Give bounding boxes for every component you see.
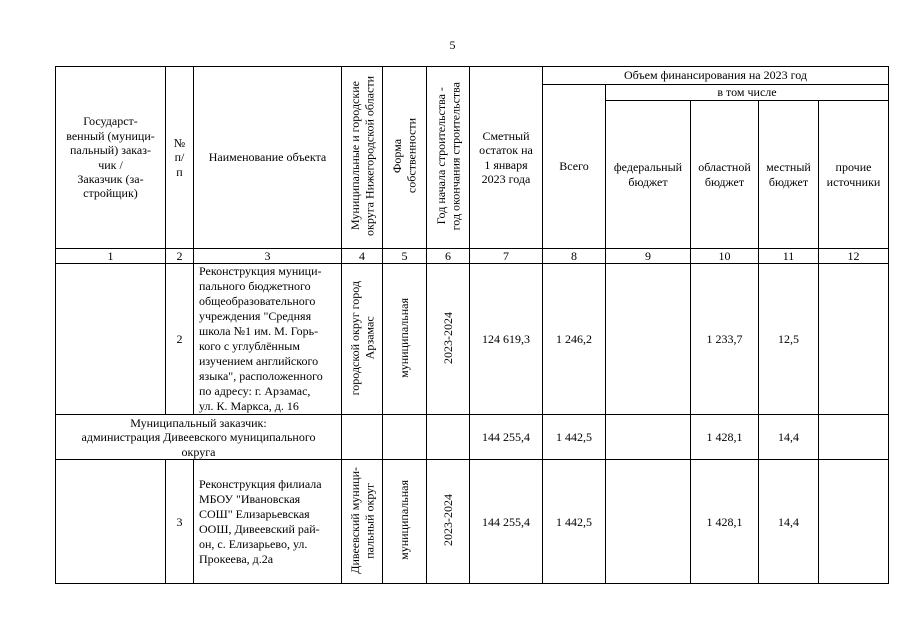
col-number: 2 (166, 249, 194, 264)
header-regional: областной бюджет (691, 101, 759, 249)
col-number: 9 (606, 249, 691, 264)
header-balance: Сметный остаток на 1 января 2023 года (470, 67, 543, 249)
cell-other (819, 415, 889, 460)
header-object-name: Наименование объекта (194, 67, 342, 249)
header-district: Муниципальные и городские округа Нижегородской области (342, 67, 383, 249)
cell-object-name: Реконструкция филиала МБОУ "Ивановская СОШ" Елизарьевская ООШ, Дивеевский рай- он, с. Елизарьево, ул. Прокеева, д.2а (194, 460, 342, 584)
table-row-object-3 (56, 460, 889, 584)
col-number: 5 (383, 249, 427, 264)
cell-years: 2023-2024 (427, 264, 470, 415)
cell-federal (606, 415, 691, 460)
cell-empty (342, 415, 383, 460)
cell-other (819, 460, 889, 584)
header-including: в том числе (606, 85, 889, 101)
header-number: № п/ п (166, 67, 194, 249)
header-financing: Объем финансирования на 2023 год (543, 67, 889, 85)
column-numbers-row (56, 249, 889, 264)
cell-other (819, 264, 889, 415)
table-row-customer (56, 415, 889, 460)
cell-number: 2 (166, 264, 194, 415)
header-customer: Государст- венный (муници- пальный) заказ- чик / Заказчик (за- стройщик) (56, 67, 166, 249)
cell-regional: 1 428,1 (691, 415, 759, 460)
cell-ownership: муниципальная (383, 460, 427, 584)
col-number: 3 (194, 249, 342, 264)
col-number: 1 (56, 249, 166, 264)
col-number: 12 (819, 249, 889, 264)
cell-ownership: муниципальная (383, 264, 427, 415)
cell-federal (606, 264, 691, 415)
cell-empty (383, 415, 427, 460)
cell-district: городской округ город Арзамас (342, 264, 383, 415)
header-total: Всего (543, 85, 606, 249)
cell-customer-empty (56, 264, 166, 415)
col-number: 10 (691, 249, 759, 264)
cell-local: 14,4 (759, 415, 819, 460)
cell-years: 2023-2024 (427, 460, 470, 584)
header-ownership: Форма собственности (383, 67, 427, 249)
table-row-object-2 (56, 264, 889, 415)
header-other: прочие источники (819, 101, 889, 249)
cell-regional: 1 428,1 (691, 460, 759, 584)
cell-balance: 144 255,4 (470, 460, 543, 584)
col-number: 11 (759, 249, 819, 264)
page-number: 5 (449, 38, 456, 52)
cell-local: 12,5 (759, 264, 819, 415)
col-number: 7 (470, 249, 543, 264)
cell-empty (427, 415, 470, 460)
col-number: 8 (543, 249, 606, 264)
cell-number: 3 (166, 460, 194, 584)
cell-customer-empty (56, 460, 166, 584)
header-local: местный бюджет (759, 101, 819, 249)
cell-total: 1 442,5 (543, 415, 606, 460)
financing-table (55, 66, 889, 584)
cell-total: 1 246,2 (543, 264, 606, 415)
col-number: 6 (427, 249, 470, 264)
cell-balance: 144 255,4 (470, 415, 543, 460)
cell-object-name: Реконструкция муници- пального бюджетного общеобразовательного учреждения "Средняя школа №1 им. М. Горь- кого с углублённым изучением английского языка", расположенного по адресу: г. Арзамас, ул. К. Маркса, д. 16 (194, 264, 342, 415)
cell-district: Дивеевский муници- пальный округ (342, 460, 383, 584)
cell-municipal-customer: Муниципальный заказчик: администрация Дивеевского муниципального округа (56, 415, 342, 460)
cell-regional: 1 233,7 (691, 264, 759, 415)
cell-local: 14,4 (759, 460, 819, 584)
header-years: Год начала строительства - год окончания строительства (427, 67, 470, 249)
header-row-1 (56, 67, 889, 85)
header-federal: федеральный бюджет (606, 101, 691, 249)
cell-total: 1 442,5 (543, 460, 606, 584)
cell-balance: 124 619,3 (470, 264, 543, 415)
col-number: 4 (342, 249, 383, 264)
cell-federal (606, 460, 691, 584)
